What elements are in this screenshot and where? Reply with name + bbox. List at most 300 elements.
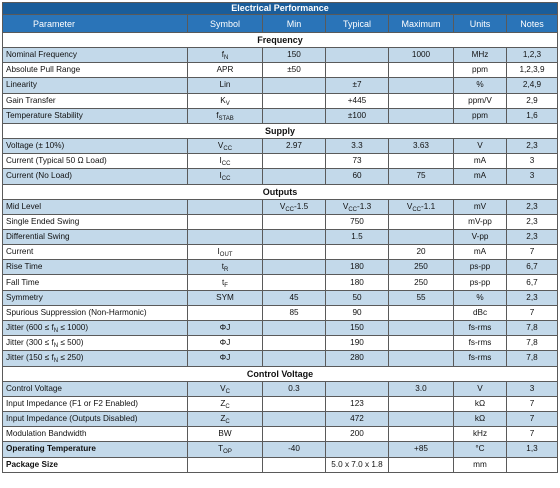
units-cell: kHz: [454, 427, 507, 442]
column-header-typical: Typical: [326, 15, 389, 33]
units-cell: MHz: [454, 48, 507, 63]
symbol-text: f: [221, 50, 224, 60]
maximum-cell: [389, 381, 454, 396]
symbol-text: ΦJ: [219, 353, 231, 363]
units-cell: mV-pp: [454, 214, 507, 229]
min-cell-text: ±50: [287, 65, 301, 75]
typical-cell: [326, 78, 389, 93]
symbol-text: t: [222, 277, 225, 287]
parameter-cell: [3, 321, 188, 336]
min-cell: [263, 229, 326, 244]
parameter-cell: [3, 138, 188, 153]
units-cell: mV: [454, 199, 507, 214]
parameter-text: Jitter (300 ≤ f: [6, 338, 54, 348]
maximum-cell: [389, 290, 454, 305]
min-cell: [263, 214, 326, 229]
parameter-subscript: N: [53, 328, 59, 335]
min-cell: [263, 381, 326, 396]
typical-cell-text: 150: [350, 323, 364, 333]
units-cell: ppm: [454, 63, 507, 78]
parameter-text: Spurious Suppression (Non-Harmonic): [6, 307, 147, 317]
symbol-subscript: OP: [223, 449, 232, 456]
symbol-subscript: OUT: [219, 252, 233, 259]
symbol-text: I: [219, 171, 222, 181]
typical-cell-text: 190: [350, 338, 364, 348]
min-cell-text: V: [279, 201, 286, 211]
typical-cell: [326, 321, 389, 336]
typical-cell: [326, 381, 389, 396]
typical-cell-text: +445: [347, 95, 367, 105]
typical-cell: [326, 169, 389, 184]
section-header-row: [3, 366, 558, 381]
parameter-text: Fall Time: [6, 277, 40, 287]
units-cell: ps-pp: [454, 260, 507, 275]
parameter-text: Jitter (600 ≤ f: [6, 323, 54, 333]
notes-cell: 1,2,3,9: [507, 63, 558, 78]
maximum-cell-text: +85: [414, 444, 428, 454]
typical-cell: [326, 229, 389, 244]
symbol-text: Z: [220, 398, 226, 408]
units-cell: V-pp: [454, 229, 507, 244]
symbol-cell: [188, 442, 263, 457]
maximum-cell: [389, 63, 454, 78]
symbol-cell: [188, 169, 263, 184]
min-cell-suffix: -1.5: [294, 201, 309, 211]
min-cell: [263, 93, 326, 108]
symbol-cell: [188, 78, 263, 93]
typical-cell-text: 180: [350, 277, 364, 287]
table-row: [3, 442, 558, 457]
symbol-cell: [188, 427, 263, 442]
parameter-cell: [3, 63, 188, 78]
typical-cell: [326, 154, 389, 169]
symbol-text: I: [217, 247, 220, 257]
min-cell: [263, 78, 326, 93]
min-cell: [263, 199, 326, 214]
section-header: Frequency: [3, 33, 558, 48]
symbol-cell: [188, 411, 263, 426]
electrical-performance-table-container: [2, 2, 557, 473]
symbol-subscript: F: [224, 282, 228, 289]
parameter-cell: [3, 78, 188, 93]
notes-cell: [507, 457, 558, 472]
symbol-cell: [188, 275, 263, 290]
min-cell: [263, 138, 326, 153]
table-row: [3, 457, 558, 472]
typical-cell-text: ±7: [352, 80, 362, 90]
parameter-cell: [3, 154, 188, 169]
min-cell: [263, 48, 326, 63]
parameter-text: Linearity: [6, 80, 37, 90]
min-cell-text: 0.3: [288, 383, 300, 393]
electrical-performance-table: [2, 2, 558, 473]
symbol-text: ΦJ: [219, 323, 231, 333]
units-cell: fs-rms: [454, 336, 507, 351]
notes-cell: 3: [507, 381, 558, 396]
symbol-text: SYM: [216, 292, 234, 302]
units-cell: kΩ: [454, 411, 507, 426]
table-row: [3, 351, 558, 366]
notes-cell: 2,4,9: [507, 78, 558, 93]
symbol-cell: [188, 290, 263, 305]
typical-cell: [326, 214, 389, 229]
typical-cell: [326, 63, 389, 78]
parameter-cell: [3, 169, 188, 184]
parameter-cell: [3, 93, 188, 108]
parameter-cell: [3, 396, 188, 411]
symbol-cell: [188, 245, 263, 260]
min-cell: [263, 351, 326, 366]
symbol-text: T: [218, 444, 224, 454]
parameter-text: Gain Transfer: [6, 95, 56, 105]
maximum-cell-text: 75: [416, 171, 426, 181]
maximum-cell: [389, 351, 454, 366]
symbol-text: ΦJ: [219, 338, 231, 348]
min-cell: [263, 457, 326, 472]
units-cell: ps-pp: [454, 275, 507, 290]
parameter-text: Package Size: [6, 459, 58, 469]
column-header-notes: Notes: [507, 15, 558, 33]
typical-cell: [326, 108, 389, 123]
typical-cell: [326, 305, 389, 320]
min-cell: [263, 321, 326, 336]
parameter-cell: [3, 457, 188, 472]
parameter-cell: [3, 199, 188, 214]
symbol-subscript: CC: [221, 161, 231, 168]
notes-cell: 7,8: [507, 336, 558, 351]
notes-cell: 7: [507, 427, 558, 442]
maximum-cell: [389, 427, 454, 442]
maximum-cell: [389, 305, 454, 320]
section-header-row: [3, 123, 558, 138]
units-cell: mA: [454, 245, 507, 260]
min-cell-text: 2.97: [286, 141, 302, 151]
symbol-text: t: [221, 262, 224, 272]
typical-cell-text: 1.5: [351, 231, 363, 241]
parameter-cell: [3, 290, 188, 305]
symbol-cell: [188, 93, 263, 108]
typical-cell-text: 90: [352, 307, 362, 317]
maximum-cell: [389, 442, 454, 457]
maximum-cell: [389, 245, 454, 260]
parameter-text: Rise Time: [6, 262, 43, 272]
min-cell-text: 85: [289, 307, 299, 317]
notes-cell: 7,8: [507, 351, 558, 366]
notes-cell: 6,7: [507, 260, 558, 275]
min-cell-text: -40: [288, 444, 300, 454]
min-cell: [263, 411, 326, 426]
notes-cell: 3: [507, 154, 558, 169]
maximum-cell-subscript: CC: [412, 206, 422, 213]
table-row: [3, 305, 558, 320]
table-row: [3, 169, 558, 184]
min-cell-subscript: CC: [285, 206, 295, 213]
table-row: [3, 93, 558, 108]
maximum-cell-text: 3.0: [415, 383, 427, 393]
table-row: [3, 108, 558, 123]
symbol-cell: [188, 260, 263, 275]
notes-cell: 7: [507, 411, 558, 426]
maximum-cell: [389, 93, 454, 108]
parameter-text: Single Ended Swing: [6, 216, 80, 226]
table-row: [3, 260, 558, 275]
maximum-cell: [389, 457, 454, 472]
typical-cell-suffix: -1.3: [357, 201, 372, 211]
parameter-cell: [3, 427, 188, 442]
units-cell: dBc: [454, 305, 507, 320]
symbol-cell: [188, 457, 263, 472]
maximum-cell: [389, 154, 454, 169]
parameter-cell: [3, 108, 188, 123]
parameter-suffix: ≤ 500): [58, 338, 84, 348]
min-cell: [263, 290, 326, 305]
column-header-maximum: Maximum: [389, 15, 454, 33]
notes-cell: 1,6: [507, 108, 558, 123]
parameter-text: Jitter (150 ≤ f: [6, 353, 54, 363]
maximum-cell-text: 55: [416, 292, 426, 302]
min-cell: [263, 427, 326, 442]
typical-cell-text: 280: [350, 353, 364, 363]
typical-cell-text: 73: [352, 156, 362, 166]
typical-cell-text: 123: [350, 398, 364, 408]
maximum-cell: [389, 411, 454, 426]
table-row: [3, 396, 558, 411]
symbol-text: APR: [216, 65, 234, 75]
parameter-text: Control Voltage: [6, 383, 62, 393]
maximum-cell: [389, 396, 454, 411]
symbol-subscript: V: [225, 100, 230, 107]
symbol-subscript: CC: [223, 146, 233, 153]
section-header: Control Voltage: [3, 366, 558, 381]
maximum-cell: [389, 78, 454, 93]
table-row: [3, 63, 558, 78]
symbol-text: I: [219, 156, 222, 166]
parameter-text: Operating Temperature: [6, 444, 96, 454]
maximum-cell: [389, 108, 454, 123]
section-header: Supply: [3, 123, 558, 138]
typical-cell: [326, 442, 389, 457]
min-cell: [263, 63, 326, 78]
table-row: [3, 245, 558, 260]
section-header-row: [3, 33, 558, 48]
units-cell: V: [454, 138, 507, 153]
table-title-row: [3, 3, 558, 15]
notes-cell: 2,3: [507, 199, 558, 214]
symbol-cell: [188, 396, 263, 411]
symbol-cell: [188, 154, 263, 169]
notes-cell: 7,8: [507, 321, 558, 336]
notes-cell: 2,3: [507, 138, 558, 153]
parameter-suffix: ≤ 250): [58, 353, 84, 363]
typical-cell: [326, 275, 389, 290]
symbol-subscript: N: [223, 55, 229, 62]
symbol-cell: [188, 351, 263, 366]
typical-cell-text: V: [342, 201, 349, 211]
parameter-text: Absolute Pull Range: [6, 65, 81, 75]
parameter-cell: [3, 411, 188, 426]
parameter-text: Input Impedance (F1 or F2 Enabled): [6, 398, 138, 408]
notes-cell: 7: [507, 245, 558, 260]
maximum-cell: [389, 199, 454, 214]
maximum-cell: [389, 48, 454, 63]
column-header-units: Units: [454, 15, 507, 33]
column-header-symbol: Symbol: [188, 15, 263, 33]
parameter-cell: [3, 305, 188, 320]
notes-cell: 2,3: [507, 229, 558, 244]
min-cell: [263, 260, 326, 275]
maximum-cell: [389, 214, 454, 229]
parameter-text: Differential Swing: [6, 231, 70, 241]
symbol-text: Lin: [219, 80, 231, 90]
typical-cell: [326, 396, 389, 411]
units-cell: kΩ: [454, 396, 507, 411]
maximum-cell: [389, 321, 454, 336]
parameter-text: Symmetry: [6, 292, 43, 302]
typical-cell: [326, 336, 389, 351]
parameter-cell: [3, 245, 188, 260]
maximum-cell-suffix: -1.1: [421, 201, 436, 211]
column-header-row: [3, 15, 558, 33]
table-row: [3, 138, 558, 153]
typical-cell: [326, 457, 389, 472]
parameter-subscript: N: [53, 343, 59, 350]
maximum-cell-text: 3.63: [413, 141, 429, 151]
symbol-text: V: [217, 141, 224, 151]
parameter-cell: [3, 48, 188, 63]
notes-cell: 7: [507, 396, 558, 411]
maximum-cell: [389, 169, 454, 184]
symbol-subscript: C: [225, 388, 230, 395]
symbol-text: V: [220, 383, 226, 393]
table-row: [3, 214, 558, 229]
min-cell: [263, 396, 326, 411]
min-cell: [263, 275, 326, 290]
typical-cell: [326, 199, 389, 214]
units-cell: mA: [454, 154, 507, 169]
min-cell: [263, 154, 326, 169]
min-cell: [263, 108, 326, 123]
parameter-cell: [3, 336, 188, 351]
parameter-text: Nominal Frequency: [6, 50, 77, 60]
typical-cell: [326, 48, 389, 63]
typical-cell: [326, 260, 389, 275]
units-cell: ppm/V: [454, 93, 507, 108]
typical-cell-text: 180: [350, 262, 364, 272]
parameter-cell: [3, 351, 188, 366]
table-row: [3, 275, 558, 290]
table-row: [3, 229, 558, 244]
notes-cell: 2,9: [507, 93, 558, 108]
parameter-cell: [3, 442, 188, 457]
table-row: [3, 321, 558, 336]
units-cell: %: [454, 78, 507, 93]
units-cell: V: [454, 381, 507, 396]
maximum-cell: [389, 229, 454, 244]
notes-cell: 2,3: [507, 214, 558, 229]
symbol-text: f: [216, 110, 219, 120]
typical-cell: [326, 411, 389, 426]
units-cell: %: [454, 290, 507, 305]
notes-cell: 2,3: [507, 290, 558, 305]
typical-cell: [326, 245, 389, 260]
typical-cell-text: 5.0 x 7.0 x 1.8: [331, 459, 383, 469]
symbol-text: BW: [218, 429, 232, 439]
parameter-text: Current (No Load): [6, 171, 72, 181]
maximum-cell-text: 20: [416, 247, 426, 257]
table-row: [3, 336, 558, 351]
typical-cell: [326, 290, 389, 305]
symbol-subscript: R: [223, 267, 229, 274]
units-cell: fs-rms: [454, 321, 507, 336]
table-row: [3, 290, 558, 305]
symbol-cell: [188, 63, 263, 78]
maximum-cell: [389, 336, 454, 351]
notes-cell: 1,3: [507, 442, 558, 457]
units-cell: °C: [454, 442, 507, 457]
symbol-subscript: C: [225, 403, 230, 410]
notes-cell: 6,7: [507, 275, 558, 290]
typical-cell-text: 200: [350, 429, 364, 439]
maximum-cell: [389, 260, 454, 275]
typical-cell: [326, 93, 389, 108]
table-row: [3, 48, 558, 63]
min-cell: [263, 305, 326, 320]
typical-cell: [326, 427, 389, 442]
maximum-cell: [389, 275, 454, 290]
typical-cell: [326, 138, 389, 153]
symbol-cell: [188, 381, 263, 396]
parameter-text: Mid Level: [6, 201, 42, 211]
parameter-text: Temperature Stability: [6, 110, 83, 120]
parameter-text: Current: [6, 247, 34, 257]
parameter-cell: [3, 381, 188, 396]
symbol-cell: [188, 48, 263, 63]
units-cell: ppm: [454, 108, 507, 123]
symbol-cell: [188, 336, 263, 351]
table-row: [3, 381, 558, 396]
table-row: [3, 427, 558, 442]
parameter-suffix: ≤ 1000): [58, 323, 89, 333]
maximum-cell-text: V: [406, 201, 413, 211]
symbol-subscript: C: [225, 419, 230, 426]
parameter-text: Input Impedance (Outputs Disabled): [6, 414, 138, 424]
table-row: [3, 78, 558, 93]
maximum-cell: [389, 138, 454, 153]
min-cell: [263, 336, 326, 351]
section-header-row: [3, 184, 558, 199]
maximum-cell-text: 1000: [411, 50, 431, 60]
min-cell-text: 150: [287, 50, 301, 60]
notes-cell: 3: [507, 169, 558, 184]
parameter-subscript: N: [53, 358, 59, 365]
section-header: Outputs: [3, 184, 558, 199]
typical-cell-text: 3.3: [351, 141, 363, 151]
symbol-cell: [188, 108, 263, 123]
symbol-cell: [188, 229, 263, 244]
typical-cell-text: 60: [352, 171, 362, 181]
maximum-cell-text: 250: [414, 262, 428, 272]
typical-cell-text: 472: [350, 414, 364, 424]
typical-cell-text: 750: [350, 216, 364, 226]
min-cell: [263, 245, 326, 260]
parameter-cell: [3, 229, 188, 244]
min-cell: [263, 442, 326, 457]
units-cell: fs-rms: [454, 351, 507, 366]
units-cell: mA: [454, 169, 507, 184]
column-header-min: Min: [263, 15, 326, 33]
min-cell: [263, 169, 326, 184]
parameter-cell: [3, 260, 188, 275]
